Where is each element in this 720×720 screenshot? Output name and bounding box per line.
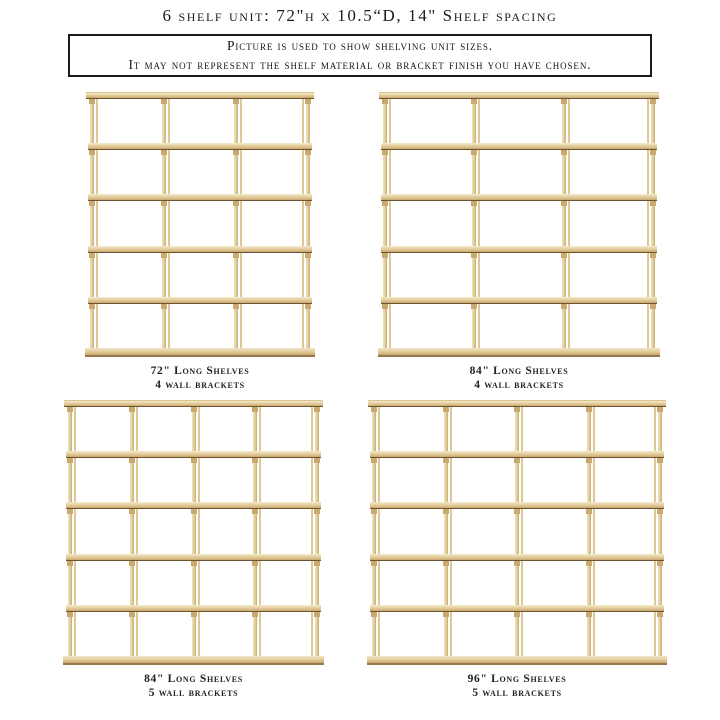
shelf-bracket xyxy=(561,304,567,309)
shelf-bracket xyxy=(514,509,520,514)
shelf-bracket xyxy=(443,407,449,412)
shelf-bracket xyxy=(305,253,311,258)
back-post xyxy=(198,402,200,663)
caption-shelf-length: 96" Long Shelves xyxy=(467,673,567,685)
back-post xyxy=(593,402,595,663)
vertical-post xyxy=(372,400,376,665)
shelf-bracket xyxy=(161,253,167,258)
top-shelf xyxy=(368,400,666,407)
shelf-bracket xyxy=(252,407,258,412)
shelving-unit-72-inch-shelves xyxy=(90,92,310,357)
back-post xyxy=(311,402,313,663)
shelf-bracket xyxy=(586,407,592,412)
top-shelf xyxy=(86,92,314,99)
shelf-bracket xyxy=(129,458,135,463)
shelf-bracket xyxy=(129,612,135,617)
shelf-bracket xyxy=(586,509,592,514)
caption-shelf-length: 84" Long Shelves xyxy=(144,673,243,685)
caption-bracket-count: 4 wall brackets xyxy=(474,379,564,391)
shelf-bracket xyxy=(67,407,73,412)
shelving-unit-96-inch-shelves xyxy=(372,400,662,665)
shelf-bracket xyxy=(89,304,95,309)
shelf-bracket xyxy=(514,612,520,617)
shelf-bracket xyxy=(650,304,656,309)
vertical-post xyxy=(658,400,662,665)
unit-caption-72-inch-shelves xyxy=(90,364,310,392)
shelf-bracket xyxy=(314,458,320,463)
shelf xyxy=(88,194,312,201)
shelf xyxy=(381,143,657,150)
shelf-bracket xyxy=(382,253,388,258)
disclaimer-box xyxy=(68,34,652,77)
shelf-bracket xyxy=(471,304,477,309)
shelf-bracket xyxy=(650,99,656,104)
shelf-bracket xyxy=(443,612,449,617)
shelf-bracket xyxy=(233,150,239,155)
back-post xyxy=(96,94,98,355)
vertical-post xyxy=(306,92,310,357)
shelf-bracket xyxy=(161,99,167,104)
shelf-bracket xyxy=(305,304,311,309)
shelf xyxy=(370,554,664,561)
shelf-bracket xyxy=(371,612,377,617)
shelf-bracket xyxy=(314,407,320,412)
top-shelf xyxy=(64,400,323,407)
shelf-bracket xyxy=(650,253,656,258)
shelf-bracket xyxy=(443,561,449,566)
shelf-bracket xyxy=(233,253,239,258)
back-post xyxy=(568,94,570,355)
shelf-bracket xyxy=(657,458,663,463)
shelf-bracket xyxy=(89,99,95,104)
shelf-bracket xyxy=(129,407,135,412)
shelf-bracket xyxy=(89,253,95,258)
back-post xyxy=(240,94,242,355)
shelf xyxy=(381,246,657,253)
shelf-bracket xyxy=(382,201,388,206)
vertical-post xyxy=(651,92,655,357)
shelf-bracket xyxy=(443,458,449,463)
shelf-bracket xyxy=(67,612,73,617)
shelf xyxy=(88,297,312,304)
back-post xyxy=(478,94,480,355)
vertical-post xyxy=(587,400,591,665)
shelf-bracket xyxy=(252,458,258,463)
top-shelf xyxy=(379,92,659,99)
shelf-bracket xyxy=(657,509,663,514)
vertical-post xyxy=(444,400,448,665)
back-post xyxy=(521,402,523,663)
shelf-bracket xyxy=(471,253,477,258)
shelf-bracket xyxy=(129,561,135,566)
back-post xyxy=(74,402,76,663)
shelf xyxy=(381,297,657,304)
shelf-bracket xyxy=(191,612,197,617)
back-post xyxy=(259,402,261,663)
shelf-bracket xyxy=(161,201,167,206)
shelf-bracket xyxy=(371,407,377,412)
shelf-bracket xyxy=(89,150,95,155)
page-title: 6 shelf unit: 72"h x 10.5“D, 14" Shelf spacing xyxy=(162,6,558,25)
shelf-bracket xyxy=(129,509,135,514)
vertical-post xyxy=(130,400,134,665)
shelf-bracket xyxy=(305,99,311,104)
shelf-bracket xyxy=(314,612,320,617)
back-post xyxy=(389,94,391,355)
back-post xyxy=(136,402,138,663)
shelf-bracket xyxy=(161,150,167,155)
unit-caption-84-inch-shelves-4-brackets xyxy=(383,364,655,392)
shelf-bracket xyxy=(471,150,477,155)
base-shelf xyxy=(367,656,667,665)
caption-shelf-length: 72" Long Shelves xyxy=(150,365,250,377)
caption-shelf-length: 84" Long Shelves xyxy=(469,365,569,377)
shelf xyxy=(66,451,321,458)
disclaimer-line-2: It may not represent the shelf material or bracket finish you have chosen. xyxy=(128,56,592,72)
vertical-post xyxy=(90,92,94,357)
disclaimer-line-1: Picture is used to show shelving unit sizes. xyxy=(226,38,494,53)
shelf-bracket xyxy=(471,201,477,206)
back-post xyxy=(378,402,380,663)
shelf-bracket xyxy=(252,509,258,514)
shelf xyxy=(66,502,321,509)
shelf-bracket xyxy=(233,99,239,104)
back-post xyxy=(302,94,304,355)
shelf-bracket xyxy=(514,458,520,463)
vertical-post xyxy=(162,92,166,357)
shelf xyxy=(370,502,664,509)
shelf-bracket xyxy=(586,561,592,566)
shelf-bracket xyxy=(67,458,73,463)
shelf-bracket xyxy=(657,612,663,617)
vertical-post xyxy=(515,400,519,665)
back-post xyxy=(647,94,649,355)
vertical-post xyxy=(562,92,566,357)
vertical-post xyxy=(68,400,72,665)
shelf-bracket xyxy=(314,561,320,566)
shelf-bracket xyxy=(89,201,95,206)
shelf xyxy=(381,194,657,201)
shelf-bracket xyxy=(514,561,520,566)
caption-bracket-count: 5 wall brackets xyxy=(148,687,239,699)
shelving-unit-84-inch-shelves-4-brackets xyxy=(383,92,655,357)
base-shelf xyxy=(85,348,315,357)
shelf-bracket xyxy=(471,99,477,104)
shelf-bracket xyxy=(371,561,377,566)
shelf-bracket xyxy=(371,509,377,514)
shelf-bracket xyxy=(233,304,239,309)
shelf-bracket xyxy=(305,150,311,155)
back-post xyxy=(450,402,452,663)
shelf-bracket xyxy=(233,201,239,206)
shelf-bracket xyxy=(191,561,197,566)
shelf-bracket xyxy=(252,612,258,617)
base-shelf xyxy=(378,348,660,357)
shelf-bracket xyxy=(561,253,567,258)
shelf-bracket xyxy=(382,99,388,104)
shelf-bracket xyxy=(650,150,656,155)
shelf-bracket xyxy=(650,201,656,206)
shelf xyxy=(370,605,664,612)
shelf xyxy=(88,246,312,253)
shelf-bracket xyxy=(314,509,320,514)
shelf xyxy=(66,554,321,561)
shelf xyxy=(370,451,664,458)
caption-bracket-count: 5 wall brackets xyxy=(472,687,562,699)
vertical-post xyxy=(253,400,257,665)
shelf-bracket xyxy=(191,458,197,463)
shelf-bracket xyxy=(252,561,258,566)
caption-bracket-count: 4 wall brackets xyxy=(155,379,245,391)
vertical-post xyxy=(383,92,387,357)
shelf-bracket xyxy=(371,458,377,463)
shelf-bracket xyxy=(561,201,567,206)
vertical-post xyxy=(315,400,319,665)
shelf-bracket xyxy=(586,612,592,617)
shelf-bracket xyxy=(67,561,73,566)
shelf-bracket xyxy=(586,458,592,463)
shelf-bracket xyxy=(191,407,197,412)
vertical-post xyxy=(472,92,476,357)
shelf-bracket xyxy=(561,99,567,104)
shelf-bracket xyxy=(382,150,388,155)
vertical-post xyxy=(192,400,196,665)
shelf-bracket xyxy=(657,407,663,412)
base-shelf xyxy=(63,656,324,665)
shelf-bracket xyxy=(514,407,520,412)
unit-caption-96-inch-shelves xyxy=(372,672,662,700)
shelf-bracket xyxy=(657,561,663,566)
back-post xyxy=(168,94,170,355)
unit-caption-84-inch-shelves-5-brackets xyxy=(68,672,319,700)
shelf-bracket xyxy=(191,509,197,514)
shelf-bracket xyxy=(67,509,73,514)
shelf-bracket xyxy=(561,150,567,155)
shelf xyxy=(88,143,312,150)
shelf-bracket xyxy=(443,509,449,514)
shelf-bracket xyxy=(161,304,167,309)
shelving-unit-84-inch-shelves-5-brackets xyxy=(68,400,319,665)
vertical-post xyxy=(234,92,238,357)
shelf-bracket xyxy=(382,304,388,309)
back-post xyxy=(654,402,656,663)
shelf-bracket xyxy=(305,201,311,206)
shelf xyxy=(66,605,321,612)
